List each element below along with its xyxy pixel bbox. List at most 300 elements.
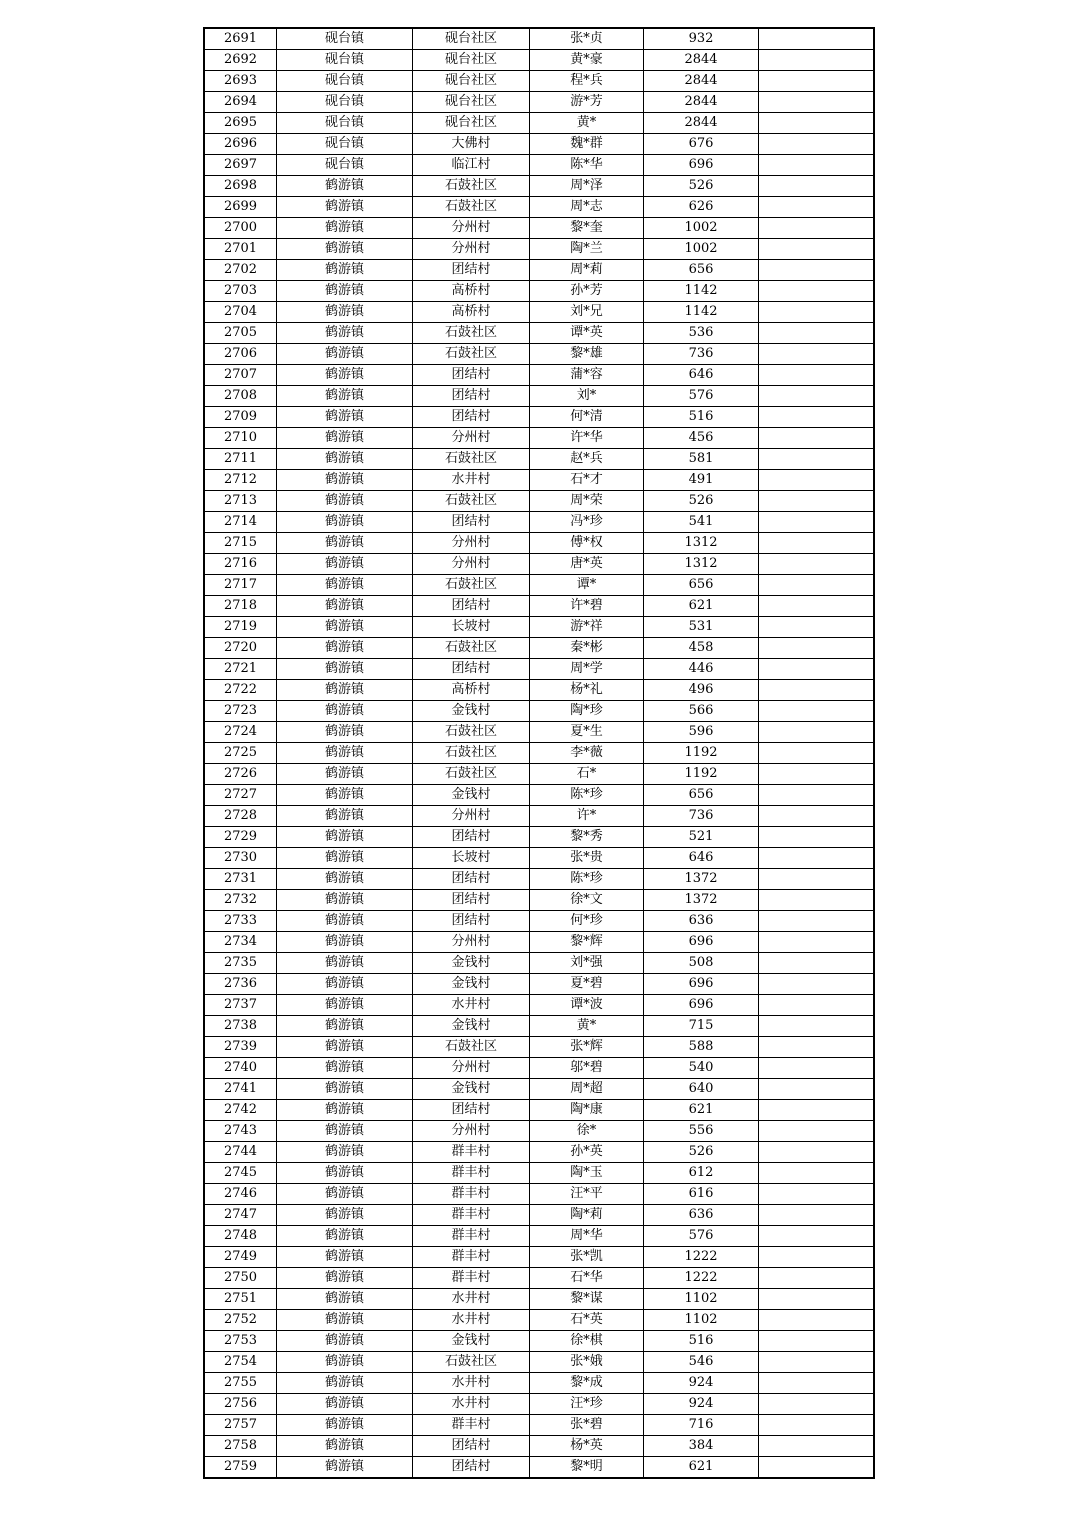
name-cell: 周*荣 — [530, 491, 644, 512]
table-row — [204, 659, 874, 680]
village-cell: 分州村 — [413, 533, 530, 554]
amount-cell: 576 — [644, 1226, 759, 1247]
table-row — [204, 1142, 874, 1163]
row-number-cell: 2757 — [204, 1415, 277, 1436]
name-cell: 魏*群 — [530, 134, 644, 155]
table-row — [204, 1226, 874, 1247]
village-cell: 砚台社区 — [413, 28, 530, 50]
amount-cell: 2844 — [644, 113, 759, 134]
remark-cell — [759, 239, 875, 260]
village-cell: 水井村 — [413, 995, 530, 1016]
name-cell: 许*华 — [530, 428, 644, 449]
amount-cell: 1002 — [644, 218, 759, 239]
name-cell: 刘* — [530, 386, 644, 407]
village-cell: 群丰村 — [413, 1205, 530, 1226]
village-cell: 石鼓社区 — [413, 764, 530, 785]
table-row — [204, 449, 874, 470]
village-cell: 水井村 — [413, 1289, 530, 1310]
table-row — [204, 575, 874, 596]
village-cell: 长坡村 — [413, 617, 530, 638]
remark-cell — [759, 281, 875, 302]
town-cell: 鹤游镇 — [277, 344, 413, 365]
town-cell: 鹤游镇 — [277, 974, 413, 995]
town-cell: 鹤游镇 — [277, 1100, 413, 1121]
village-cell: 团结村 — [413, 365, 530, 386]
village-cell: 高桥村 — [413, 680, 530, 701]
name-cell: 张*凯 — [530, 1247, 644, 1268]
table-row — [204, 533, 874, 554]
village-cell: 高桥村 — [413, 302, 530, 323]
town-cell: 鹤游镇 — [277, 953, 413, 974]
name-cell: 黄* — [530, 113, 644, 134]
name-cell: 谭*波 — [530, 995, 644, 1016]
table-row — [204, 911, 874, 932]
row-number-cell: 2749 — [204, 1247, 277, 1268]
name-cell: 刘*兄 — [530, 302, 644, 323]
name-cell: 夏*碧 — [530, 974, 644, 995]
amount-cell: 621 — [644, 596, 759, 617]
amount-cell: 566 — [644, 701, 759, 722]
table-row — [204, 848, 874, 869]
name-cell: 程*兵 — [530, 71, 644, 92]
village-cell: 水井村 — [413, 470, 530, 491]
name-cell: 何*珍 — [530, 911, 644, 932]
row-number-cell: 2700 — [204, 218, 277, 239]
table-row — [204, 197, 874, 218]
town-cell: 鹤游镇 — [277, 1142, 413, 1163]
name-cell: 冯*珍 — [530, 512, 644, 533]
table-row — [204, 176, 874, 197]
town-cell: 砚台镇 — [277, 28, 413, 50]
row-number-cell: 2701 — [204, 239, 277, 260]
town-cell: 砚台镇 — [277, 50, 413, 71]
table-row — [204, 50, 874, 71]
table-row — [204, 1184, 874, 1205]
amount-cell: 541 — [644, 512, 759, 533]
name-cell: 张*碧 — [530, 1415, 644, 1436]
village-cell: 石鼓社区 — [413, 1352, 530, 1373]
town-cell: 鹤游镇 — [277, 1352, 413, 1373]
remark-cell — [759, 743, 875, 764]
remark-cell — [759, 890, 875, 911]
table-row — [204, 701, 874, 722]
row-number-cell: 2729 — [204, 827, 277, 848]
amount-cell: 1192 — [644, 764, 759, 785]
name-cell: 李*薇 — [530, 743, 644, 764]
amount-cell: 1142 — [644, 281, 759, 302]
remark-cell — [759, 785, 875, 806]
town-cell: 砚台镇 — [277, 134, 413, 155]
remark-cell — [759, 1079, 875, 1100]
row-number-cell: 2709 — [204, 407, 277, 428]
town-cell: 鹤游镇 — [277, 1247, 413, 1268]
remark-cell — [759, 1226, 875, 1247]
town-cell: 鹤游镇 — [277, 1415, 413, 1436]
village-cell: 分州村 — [413, 1058, 530, 1079]
village-cell: 团结村 — [413, 911, 530, 932]
name-cell: 谭*英 — [530, 323, 644, 344]
village-cell: 石鼓社区 — [413, 638, 530, 659]
row-number-cell: 2739 — [204, 1037, 277, 1058]
row-number-cell: 2758 — [204, 1436, 277, 1457]
table-row — [204, 1394, 874, 1415]
amount-cell: 621 — [644, 1457, 759, 1479]
village-cell: 团结村 — [413, 1457, 530, 1479]
town-cell: 鹤游镇 — [277, 1058, 413, 1079]
table-row — [204, 1331, 874, 1352]
name-cell: 陶*兰 — [530, 239, 644, 260]
name-cell: 杨*英 — [530, 1436, 644, 1457]
table-row — [204, 554, 874, 575]
village-cell: 砚台社区 — [413, 71, 530, 92]
amount-cell: 508 — [644, 953, 759, 974]
table-row — [204, 491, 874, 512]
town-cell: 鹤游镇 — [277, 470, 413, 491]
table-row — [204, 638, 874, 659]
row-number-cell: 2732 — [204, 890, 277, 911]
table-row — [204, 785, 874, 806]
town-cell: 鹤游镇 — [277, 365, 413, 386]
table-row — [204, 1121, 874, 1142]
row-number-cell: 2694 — [204, 92, 277, 113]
amount-cell: 2844 — [644, 92, 759, 113]
town-cell: 鹤游镇 — [277, 680, 413, 701]
remark-cell — [759, 92, 875, 113]
table-row — [204, 365, 874, 386]
row-number-cell: 2730 — [204, 848, 277, 869]
row-number-cell: 2753 — [204, 1331, 277, 1352]
town-cell: 鹤游镇 — [277, 659, 413, 680]
village-cell: 分州村 — [413, 428, 530, 449]
name-cell: 陶*玉 — [530, 1163, 644, 1184]
row-number-cell: 2752 — [204, 1310, 277, 1331]
town-cell: 鹤游镇 — [277, 617, 413, 638]
town-cell: 鹤游镇 — [277, 449, 413, 470]
amount-cell: 736 — [644, 344, 759, 365]
remark-cell — [759, 722, 875, 743]
table-row — [204, 92, 874, 113]
name-cell: 周*泽 — [530, 176, 644, 197]
table-row — [204, 470, 874, 491]
town-cell: 鹤游镇 — [277, 848, 413, 869]
table-row — [204, 1373, 874, 1394]
amount-cell: 646 — [644, 365, 759, 386]
town-cell: 鹤游镇 — [277, 1226, 413, 1247]
village-cell: 分州村 — [413, 932, 530, 953]
name-cell: 许* — [530, 806, 644, 827]
amount-cell: 540 — [644, 1058, 759, 1079]
town-cell: 鹤游镇 — [277, 1268, 413, 1289]
amount-cell: 2844 — [644, 71, 759, 92]
remark-cell — [759, 28, 875, 50]
remark-cell — [759, 1121, 875, 1142]
table-row — [204, 218, 874, 239]
town-cell: 鹤游镇 — [277, 1184, 413, 1205]
amount-cell: 924 — [644, 1394, 759, 1415]
name-cell: 孙*芳 — [530, 281, 644, 302]
village-cell: 群丰村 — [413, 1415, 530, 1436]
name-cell: 徐*棋 — [530, 1331, 644, 1352]
table-row — [204, 932, 874, 953]
row-number-cell: 2710 — [204, 428, 277, 449]
amount-cell: 1222 — [644, 1268, 759, 1289]
table-row — [204, 869, 874, 890]
remark-cell — [759, 1373, 875, 1394]
table-row — [204, 386, 874, 407]
village-cell: 大佛村 — [413, 134, 530, 155]
table-row — [204, 1100, 874, 1121]
remark-cell — [759, 1331, 875, 1352]
town-cell: 鹤游镇 — [277, 575, 413, 596]
table-row — [204, 344, 874, 365]
row-number-cell: 2756 — [204, 1394, 277, 1415]
village-cell: 金钱村 — [413, 1331, 530, 1352]
remark-cell — [759, 1310, 875, 1331]
remark-cell — [759, 1436, 875, 1457]
name-cell: 杨*礼 — [530, 680, 644, 701]
name-cell: 石* — [530, 764, 644, 785]
remark-cell — [759, 932, 875, 953]
amount-cell: 491 — [644, 470, 759, 491]
remark-cell — [759, 1457, 875, 1479]
town-cell: 鹤游镇 — [277, 995, 413, 1016]
amount-cell: 1102 — [644, 1289, 759, 1310]
name-cell: 黎*谋 — [530, 1289, 644, 1310]
table-row — [204, 302, 874, 323]
village-cell: 群丰村 — [413, 1163, 530, 1184]
village-cell: 砚台社区 — [413, 92, 530, 113]
row-number-cell: 2759 — [204, 1457, 277, 1479]
remark-cell — [759, 596, 875, 617]
row-number-cell: 2703 — [204, 281, 277, 302]
remark-cell — [759, 1016, 875, 1037]
amount-cell: 516 — [644, 407, 759, 428]
town-cell: 鹤游镇 — [277, 764, 413, 785]
remark-cell — [759, 1415, 875, 1436]
town-cell: 鹤游镇 — [277, 1436, 413, 1457]
row-number-cell: 2692 — [204, 50, 277, 71]
amount-cell: 1102 — [644, 1310, 759, 1331]
name-cell: 张*娥 — [530, 1352, 644, 1373]
village-cell: 群丰村 — [413, 1247, 530, 1268]
amount-cell: 696 — [644, 995, 759, 1016]
village-cell: 石鼓社区 — [413, 197, 530, 218]
remark-cell — [759, 848, 875, 869]
amount-cell: 1142 — [644, 302, 759, 323]
remark-cell — [759, 1394, 875, 1415]
name-cell: 陶*珍 — [530, 701, 644, 722]
row-number-cell: 2723 — [204, 701, 277, 722]
name-cell: 张*贞 — [530, 28, 644, 50]
amount-cell: 656 — [644, 260, 759, 281]
name-cell: 石*英 — [530, 1310, 644, 1331]
remark-cell — [759, 974, 875, 995]
table-row — [204, 512, 874, 533]
row-number-cell: 2754 — [204, 1352, 277, 1373]
remark-cell — [759, 155, 875, 176]
remark-cell — [759, 1037, 875, 1058]
row-number-cell: 2750 — [204, 1268, 277, 1289]
amount-cell: 526 — [644, 176, 759, 197]
remark-cell — [759, 50, 875, 71]
village-cell: 高桥村 — [413, 281, 530, 302]
town-cell: 鹤游镇 — [277, 386, 413, 407]
village-cell: 石鼓社区 — [413, 344, 530, 365]
name-cell: 陈*珍 — [530, 785, 644, 806]
town-cell: 鹤游镇 — [277, 1205, 413, 1226]
town-cell: 鹤游镇 — [277, 596, 413, 617]
row-number-cell: 2715 — [204, 533, 277, 554]
town-cell: 鹤游镇 — [277, 1310, 413, 1331]
village-cell: 石鼓社区 — [413, 449, 530, 470]
town-cell: 砚台镇 — [277, 92, 413, 113]
village-cell: 团结村 — [413, 869, 530, 890]
remark-cell — [759, 575, 875, 596]
amount-cell: 716 — [644, 1415, 759, 1436]
name-cell: 陈*华 — [530, 155, 644, 176]
town-cell: 鹤游镇 — [277, 1016, 413, 1037]
village-cell: 团结村 — [413, 596, 530, 617]
row-number-cell: 2706 — [204, 344, 277, 365]
row-number-cell: 2704 — [204, 302, 277, 323]
remark-cell — [759, 533, 875, 554]
remark-cell — [759, 680, 875, 701]
name-cell: 石*华 — [530, 1268, 644, 1289]
table-row — [204, 806, 874, 827]
name-cell: 徐* — [530, 1121, 644, 1142]
table-row — [204, 974, 874, 995]
remark-cell — [759, 386, 875, 407]
name-cell: 周*莉 — [530, 260, 644, 281]
village-cell: 分州村 — [413, 239, 530, 260]
remark-cell — [759, 911, 875, 932]
remark-cell — [759, 764, 875, 785]
town-cell: 鹤游镇 — [277, 323, 413, 344]
village-cell: 水井村 — [413, 1394, 530, 1415]
town-cell: 鹤游镇 — [277, 722, 413, 743]
table-row — [204, 1058, 874, 1079]
amount-cell: 1312 — [644, 533, 759, 554]
table-row — [204, 1415, 874, 1436]
table-row — [204, 743, 874, 764]
amount-cell: 656 — [644, 785, 759, 806]
town-cell: 鹤游镇 — [277, 491, 413, 512]
row-number-cell: 2747 — [204, 1205, 277, 1226]
village-cell: 群丰村 — [413, 1184, 530, 1205]
town-cell: 鹤游镇 — [277, 1079, 413, 1100]
name-cell: 周*华 — [530, 1226, 644, 1247]
amount-cell: 516 — [644, 1331, 759, 1352]
name-cell: 黎*雄 — [530, 344, 644, 365]
row-number-cell: 2726 — [204, 764, 277, 785]
village-cell: 群丰村 — [413, 1142, 530, 1163]
village-cell: 群丰村 — [413, 1268, 530, 1289]
amount-cell: 458 — [644, 638, 759, 659]
row-number-cell: 2724 — [204, 722, 277, 743]
remark-cell — [759, 1100, 875, 1121]
village-cell: 石鼓社区 — [413, 743, 530, 764]
table-row — [204, 1352, 874, 1373]
remark-cell — [759, 806, 875, 827]
amount-cell: 656 — [644, 575, 759, 596]
name-cell: 黄*豪 — [530, 50, 644, 71]
village-cell: 群丰村 — [413, 1226, 530, 1247]
village-cell: 团结村 — [413, 407, 530, 428]
table-row — [204, 890, 874, 911]
name-cell: 何*清 — [530, 407, 644, 428]
amount-cell: 616 — [644, 1184, 759, 1205]
town-cell: 鹤游镇 — [277, 869, 413, 890]
remark-cell — [759, 491, 875, 512]
amount-cell: 621 — [644, 1100, 759, 1121]
village-cell: 团结村 — [413, 386, 530, 407]
table-row — [204, 1037, 874, 1058]
remark-cell — [759, 995, 875, 1016]
table-row — [204, 1247, 874, 1268]
village-cell: 石鼓社区 — [413, 722, 530, 743]
row-number-cell: 2702 — [204, 260, 277, 281]
remark-cell — [759, 218, 875, 239]
village-cell: 金钱村 — [413, 785, 530, 806]
town-cell: 鹤游镇 — [277, 1037, 413, 1058]
town-cell: 鹤游镇 — [277, 260, 413, 281]
town-cell: 鹤游镇 — [277, 638, 413, 659]
amount-cell: 581 — [644, 449, 759, 470]
amount-cell: 715 — [644, 1016, 759, 1037]
village-cell: 团结村 — [413, 260, 530, 281]
village-cell: 分州村 — [413, 218, 530, 239]
village-cell: 长坡村 — [413, 848, 530, 869]
remark-cell — [759, 554, 875, 575]
row-number-cell: 2748 — [204, 1226, 277, 1247]
village-cell: 砚台社区 — [413, 50, 530, 71]
town-cell: 鹤游镇 — [277, 554, 413, 575]
row-number-cell: 2722 — [204, 680, 277, 701]
row-number-cell: 2735 — [204, 953, 277, 974]
remark-cell — [759, 1268, 875, 1289]
remark-cell — [759, 953, 875, 974]
table-row — [204, 155, 874, 176]
row-number-cell: 2711 — [204, 449, 277, 470]
row-number-cell: 2740 — [204, 1058, 277, 1079]
village-cell: 临江村 — [413, 155, 530, 176]
name-cell: 游*祥 — [530, 617, 644, 638]
remark-cell — [759, 1142, 875, 1163]
name-cell: 黄* — [530, 1016, 644, 1037]
town-cell: 鹤游镇 — [277, 1331, 413, 1352]
town-cell: 鹤游镇 — [277, 281, 413, 302]
name-cell: 谭* — [530, 575, 644, 596]
village-cell: 水井村 — [413, 1310, 530, 1331]
row-number-cell: 2719 — [204, 617, 277, 638]
amount-cell: 1312 — [644, 554, 759, 575]
row-number-cell: 2725 — [204, 743, 277, 764]
row-number-cell: 2736 — [204, 974, 277, 995]
town-cell: 鹤游镇 — [277, 1373, 413, 1394]
amount-cell: 676 — [644, 134, 759, 155]
amount-cell: 696 — [644, 932, 759, 953]
row-number-cell: 2734 — [204, 932, 277, 953]
remark-cell — [759, 260, 875, 281]
village-cell: 金钱村 — [413, 974, 530, 995]
name-cell: 张*贵 — [530, 848, 644, 869]
remark-cell — [759, 659, 875, 680]
name-cell: 黎*辉 — [530, 932, 644, 953]
remark-cell — [759, 365, 875, 386]
table-row — [204, 1163, 874, 1184]
row-number-cell: 2699 — [204, 197, 277, 218]
row-number-cell: 2693 — [204, 71, 277, 92]
